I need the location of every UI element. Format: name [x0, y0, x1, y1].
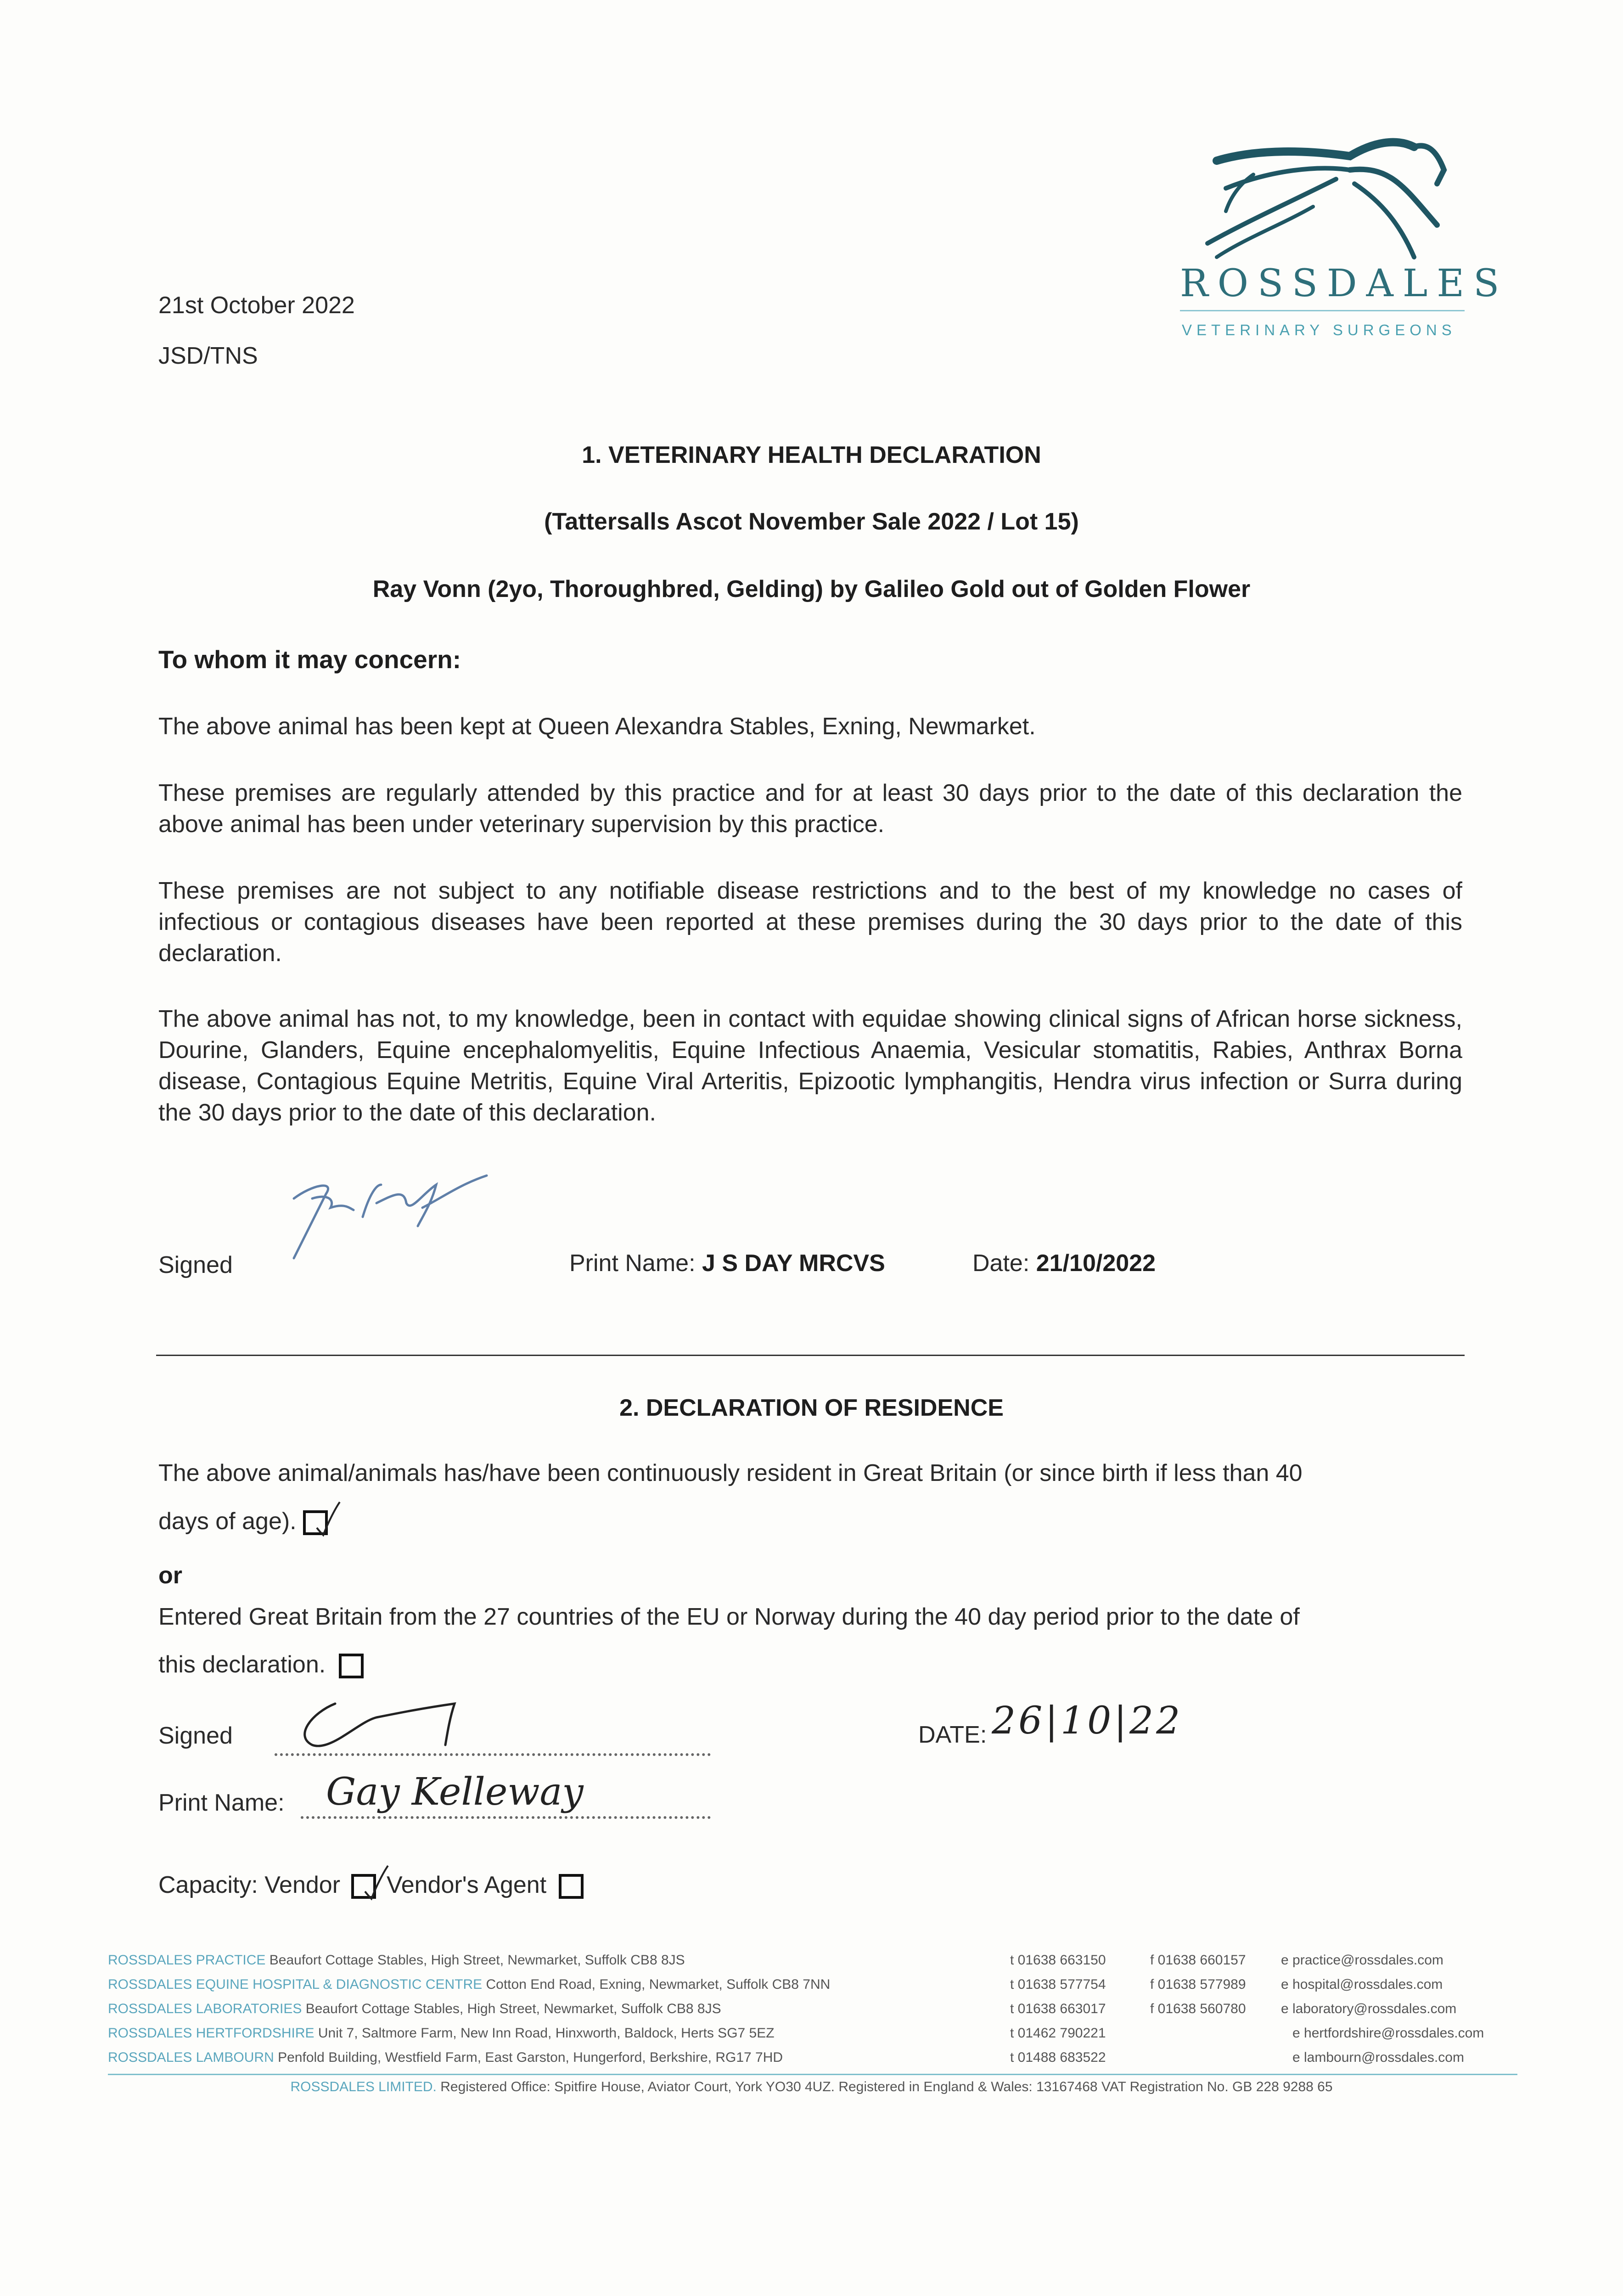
section-divider	[156, 1355, 1465, 1356]
residence-signature	[285, 1694, 505, 1759]
logo-subtitle: VETERINARY SURGEONS	[1182, 321, 1456, 338]
footer-contacts	[108, 1948, 1527, 2070]
footer-row	[108, 2021, 1527, 2045]
capacity-row	[158, 1870, 584, 1901]
horse-line: Ray Vonn (2yo, Thoroughbred, Gelding) by Galileo Gold out of Golden Flower	[372, 576, 1251, 602]
footer-email[interactable]: e hertfordshire@rossdales.com	[1292, 2026, 1484, 2041]
footer-org: ROSSDALES PRACTICE	[108, 1953, 266, 1968]
footer-address: Unit 7, Saltmore Farm, New Inn Road, Hinxworth, Baldock, Herts SG7 5EZ	[318, 2026, 775, 2041]
footer-fax: f 01638 560780	[1150, 2001, 1246, 2016]
footer-email[interactable]: e lambourn@rossdales.com	[1292, 2050, 1464, 2065]
footer-phone: t 01462 790221	[1010, 2026, 1106, 2041]
footer-address: Beaufort Cottage Stables, High Street, Newmarket, Suffolk CB8 8JS	[305, 2001, 721, 2016]
logo-divider	[1180, 310, 1465, 311]
salutation: To whom it may concern:	[158, 645, 461, 674]
footer-phone: t 01488 683522	[1010, 2050, 1106, 2065]
vet-date-label: Date:	[972, 1250, 1030, 1277]
paragraph-diseases: The above animal has not, to my knowledge, been in contact with equidae showing clinical signs of African horse sickness, Dourine, Glanders, Equine encephalomyelitis, Equine Infectious Anaemia, Vesicular stomatitis, Rabies, Anthrax Borna disease, Contagious Equine Metritis, Equine Viral Arteritis, Epizootic lymphangitis, Hendra virus infection or Surra during the 30 days prior to the date of this declaration.	[158, 1006, 1462, 1126]
option1-checkbox[interactable]	[303, 1510, 328, 1535]
paragraph-supervision: These premises are regularly attended by this practice and for at least 30 days prior to the date of this declaration the above animal has been under veterinary supervision by this practice.	[158, 780, 1462, 838]
footer-org: ROSSDALES LAMBOURN	[108, 2050, 274, 2065]
letter-date: 21st October 2022	[158, 292, 355, 319]
footer-row	[108, 1972, 1527, 1997]
footer-email[interactable]: e hospital@rossdales.com	[1281, 1977, 1443, 1992]
vet-signed-label: Signed	[158, 1252, 233, 1278]
footer-phone: t 01638 663017	[1010, 2001, 1106, 2016]
residence-signed-label: Signed	[158, 1722, 233, 1749]
footer-org: ROSSDALES LABORATORIES	[108, 2001, 302, 2016]
tick-icon	[362, 1864, 390, 1901]
footer-fax: f 01638 660157	[1150, 1953, 1246, 1968]
footer-email[interactable]: e laboratory@rossdales.com	[1281, 2001, 1457, 2016]
letter-reference: JSD/TNS	[158, 343, 258, 369]
vet-print-name-label: Print Name:	[569, 1250, 696, 1277]
residence-date-label: DATE:	[918, 1722, 987, 1748]
tick-icon	[314, 1500, 342, 1537]
footer-address: Cotton End Road, Exning, Newmarket, Suffolk CB8 7NN	[486, 1977, 831, 1992]
horse-logo-icon	[1198, 133, 1455, 266]
footer-row	[108, 1997, 1527, 2021]
section1-subtitle: (Tattersalls Ascot November Sale 2022 / Lot 15)	[544, 508, 1079, 535]
rossdales-logo	[1175, 133, 1509, 349]
footer-phone: t 01638 577754	[1010, 1977, 1106, 1992]
vendor-agent-checkbox[interactable]	[559, 1874, 584, 1899]
footer-registered-org: ROSSDALES LIMITED.	[290, 2079, 437, 2094]
option1-line2: days of age).	[158, 1508, 297, 1535]
footer-row	[108, 1948, 1527, 1972]
paragraph-premises: The above animal has been kept at Queen Alexandra Stables, Exning, Newmarket.	[158, 713, 1036, 740]
option2-line2: this declaration.	[158, 1651, 326, 1678]
residence-print-name-label: Print Name:	[158, 1790, 285, 1816]
footer-org: ROSSDALES EQUINE HOSPITAL & DIAGNOSTIC CENTRE	[108, 1977, 483, 1992]
residence-date-value: 26|10|22	[992, 1699, 1183, 1743]
residence-print-name-value: Gay Kelleway	[326, 1770, 584, 1814]
option1-line2-row	[158, 1506, 328, 1537]
capacity-vendor-label: Capacity: Vendor	[158, 1872, 341, 1898]
footer-org: ROSSDALES HERTFORDSHIRE	[108, 2026, 314, 2041]
logo-name: ROSSDALES	[1180, 262, 1509, 305]
footer-phone: t 01638 663150	[1010, 1953, 1106, 1968]
footer-fax: f 01638 577989	[1150, 1977, 1246, 1992]
or-label: or	[158, 1562, 182, 1589]
footer-email[interactable]: e practice@rossdales.com	[1281, 1953, 1443, 1968]
vet-print-name-value: J S DAY MRCVS	[702, 1250, 885, 1277]
option2-line2-row	[158, 1649, 364, 1681]
paragraph-restrictions: These premises are not subject to any notifiable disease restrictions and to the best of my knowledge no cases of infectious or contagious diseases have been reported at these premises during the 30 days prior to the date of this declaration.	[158, 878, 1462, 967]
section2-title: 2. DECLARATION OF RESIDENCE	[619, 1395, 1004, 1421]
vet-date-value: 21/10/2022	[1036, 1250, 1156, 1277]
vet-print-name	[569, 1248, 885, 1279]
footer-row	[108, 2045, 1527, 2070]
vendor-checkbox[interactable]	[351, 1874, 376, 1899]
option2-checkbox[interactable]	[339, 1654, 364, 1678]
option1-line1: The above animal/animals has/have been continuously resident in Great Britain (or since birth if less than 40	[158, 1460, 1303, 1486]
footer-address: Beaufort Cottage Stables, High Street, Newmarket, Suffolk CB8 8JS	[269, 1953, 685, 1968]
vendor-agent-label: Vendor's Agent	[386, 1872, 547, 1898]
section1-title: 1. VETERINARY HEALTH DECLARATION	[582, 442, 1041, 468]
footer-registered	[0, 2075, 1623, 2099]
footer-address: Penfold Building, Westfield Farm, East Garston, Hungerford, Berkshire, RG17 7HD	[278, 2050, 783, 2065]
vet-date	[972, 1248, 1156, 1279]
option2-line1: Entered Great Britain from the 27 countries of the EU or Norway during the 40 day period prior to the date of	[158, 1604, 1300, 1630]
residence-print-name-line	[301, 1816, 711, 1819]
footer-registered-text: Registered Office: Spitfire House, Aviator Court, York YO30 4UZ. Registered in England & Wales: 13167468 VAT Registration No. GB 228 9288 65	[440, 2079, 1333, 2094]
vet-signature	[285, 1166, 505, 1263]
